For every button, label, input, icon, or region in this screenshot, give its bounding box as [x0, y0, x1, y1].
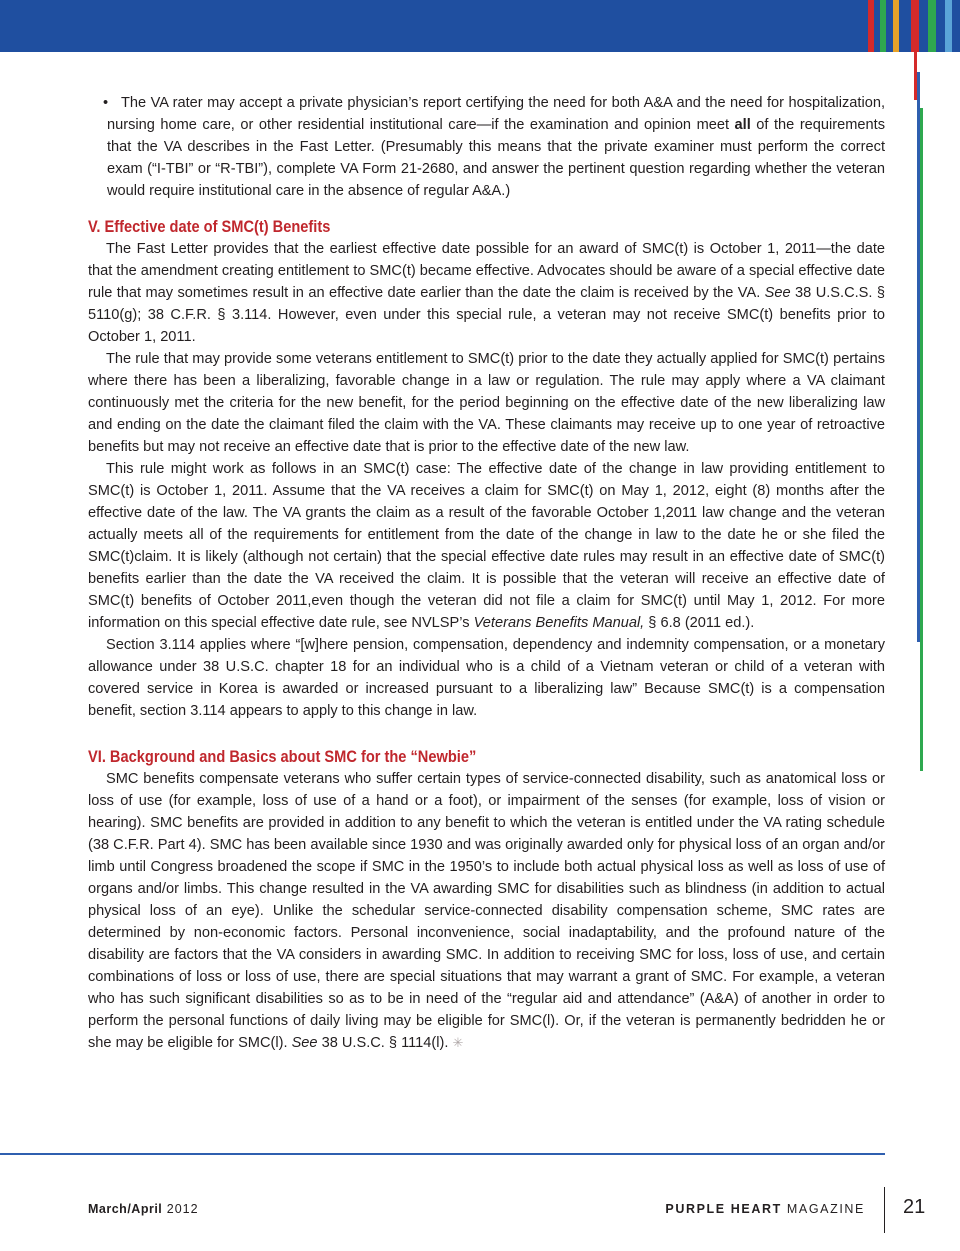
header-stripe-6 [945, 0, 952, 52]
footer-year: 2012 [166, 1202, 199, 1216]
article-body [88, 92, 885, 1054]
section-5-paragraph-2: The rule that may provide some veterans entitlement to SMC(t) prior to the date they actually applied for SMC(t) pertains where there has been a liberalizing, favorable change in a law or regulation. The rule may apply where a VA claimant continuously met the criteria for the new benefit, for the period beginning on the effective date of the new liberalizing law and ending on the date the claimant filed the claim with the VA. These claimants may receive up to one year of retroactive benefits but may not receive an effective date that is prior to the effective date of the new law. [88, 351, 885, 455]
paragraph-text: § 6.8 (2011 ed.). [644, 615, 755, 631]
end-mark-icon: ✳ [452, 1035, 464, 1050]
section-5-paragraph-1 [88, 238, 885, 348]
bullet-text-continued: of the requirements that the VA describes in the Fast Letter. (Presumably this means that the private examiner must perform the correct exam (“I-TBI” or “R-TBI”), complete VA Form 21-2680, and answer the pertinent question regarding whether the veteran would require institutional care in the absence of regular A&A.) [107, 117, 885, 199]
footer-issue [88, 1202, 199, 1216]
footer-rule [0, 1153, 885, 1155]
header-stripe-5 [928, 0, 936, 52]
paragraph-text: 38 U.S.C. § 1114(l). [317, 1035, 453, 1051]
page-number: 21 [903, 1196, 926, 1218]
footer-divider [884, 1187, 885, 1233]
paragraph-text: This rule might work as follows in an SMC(t) case: The effective date of the change in law providing entitlement to SMC(t) is October 1, 2011. Assume that the VA receives a claim for SMC(t) on May 1, 2012, eight (8) months after the effective date of the law. The VA grants the claim as a result of the favorable October 1,2011 law change and the veteran actually meets all of the requirements for entitlement from the date of the change in law to the date he or she filed the SMC(t)claim. It is likely (although not certain) that the special effective date rules may result in an effective date of SMC(t) benefits earlier than the date the VA received the claim. It is possible that the veteran will receive an effective date of SMC(t) benefits of October 2011,even though the veteran did not file a claim for SMC(t) until May 1, 2012. For more information on this special effective date rule, see NVLSP’s [88, 461, 885, 631]
section-5-paragraph-4: Section 3.114 applies where “[w]here pension, compensation, dependency and indemnity compensation, or a monetary allowance under 38 U.S.C. chapter 18 for an individual who is a child of a Vietnam veteran or child of a veteran with covered service in Korea is awarded or increased pursuant to a liberalizing law” Because SMC(t) is a compensation benefit, section 3.114 appears to apply to this change in law. [88, 637, 885, 719]
section-6-paragraph-1 [88, 768, 885, 1054]
header-stripe-1 [868, 0, 874, 52]
paragraph-text: 38 U.S.C.S. § 5110(g); 38 C.F.R. § 3.114. However, even under this special rule, a veteran may not receive SMC(t) benefits prior to October 1, 2011. [88, 285, 885, 345]
header-stripe-2 [880, 0, 886, 52]
header-band [0, 0, 960, 52]
bullet-text: The VA rater may accept a private physician’s report certifying the need for both A&A and the need for hospitalization, nursing home care, or other residential institutional care—if the examination and opinion meet [107, 95, 885, 133]
footer-month: March/April [88, 1202, 163, 1216]
bullet-bold: all [734, 117, 751, 133]
paragraph-text: SMC benefits compensate veterans who suffer certain types of service-connected disability, such as anatomical loss or loss of use (for example, loss of use of a hand or a foot), or impairment of the senses (for example, loss of vision or hearing). SMC benefits are provided in addition to any benefit to which the veteran is entitled under the VA rating schedule (38 C.F.R. Part 4). SMC has been available since 1930 and was originally awarded only for physical loss of an organ and/or limb until Congress broadened the scope if SMC in the 1950’s to include both actual physical loss as well as loss of use of organs and/or limbs. This change resulted in the VA awarding SMC for disabilities such as blindness (in addition to actual physical loss of an eye). Unlike the schedular service-connected disability compensation scheme, SMC rates are determined by non-economic factors. Personal inconvenience, social inadaptability, and the profound nature of the disability are factors that the VA considers in awarding SMC. In addition to receiving SMC for loss, loss of use, and certain combinations of loss or loss of use, there are special situations that may warrant a grant of SMC. For example, a veteran who has such significant disabilities so as to be in need of the “regular aid and attendance” (A&A) of another in order to perform the personal functions of daily living may be eligible for SMC(l). Or, if the veteran is permanently bedridden he or she may be eligible for SMC(l). [88, 771, 885, 1051]
header-stripe-4 [911, 0, 919, 52]
bullet-paragraph [88, 92, 885, 202]
header-stripe-3 [893, 0, 899, 52]
footer-magazine-name: PURPLE HEART [665, 1202, 782, 1216]
citation-signal: See [764, 285, 791, 301]
section-5-heading: V. Effective date of SMC(t) Benefits [88, 217, 331, 236]
paragraph-text: The Fast Letter provides that the earliest effective date possible for an award of SMC(t) is October 1, 2011—the date that the amendment creating entitlement to SMC(t) became effective. Advocates should be aware of a special effective date rule that may sometimes result in an effective date earlier than the date the claim is received by the VA. [88, 241, 885, 301]
citation-signal: See [291, 1035, 318, 1051]
book-title: Veterans Benefits Manual, [473, 615, 645, 631]
side-rule-green [920, 108, 923, 771]
bullet-icon: • [103, 95, 109, 111]
section-6-heading: VI. Background and Basics about SMC for the “Newbie” [88, 747, 477, 766]
footer-magazine [665, 1202, 865, 1216]
footer-magazine-word: MAGAZINE [786, 1202, 865, 1216]
section-5-paragraph-3 [88, 458, 885, 634]
